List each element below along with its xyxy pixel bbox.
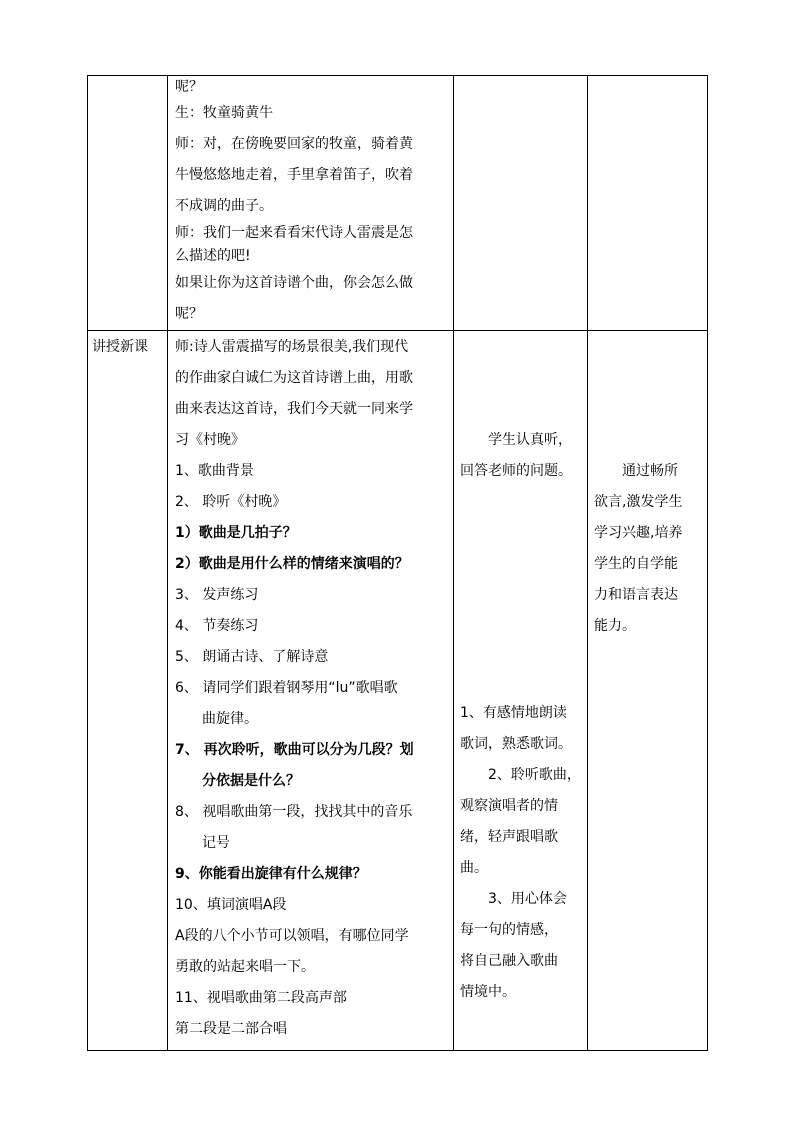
text-line: 回答老师的问题。 <box>460 463 572 479</box>
text-line: 不成调的曲子。 <box>175 198 273 214</box>
text-line: 第二段是二部合唱 <box>175 1021 287 1037</box>
text-line: 欲言,激发学生 <box>594 494 683 510</box>
text-line: 观察演唱者的情 <box>460 798 558 814</box>
text-line: 生：牧童骑黄牛 <box>175 105 273 121</box>
text-line: 11、视唱歌曲第二段高声部 <box>175 990 347 1006</box>
question-line: 9、你能看出旋律有什么规律？ <box>175 866 367 882</box>
student-activity-cell <box>454 76 588 331</box>
text-line: 每一句的情感， <box>460 922 558 938</box>
teacher-activity-cell <box>168 76 454 331</box>
text-line: 呢？ <box>175 306 203 322</box>
text-line: 2、聆听歌曲， <box>488 767 581 783</box>
text-line: 学生的自学能 <box>594 556 678 572</box>
text-line: 10、填词演唱A段 <box>175 897 287 913</box>
question-line: 分依据是什么？ <box>202 773 300 789</box>
text-line: 3、用心体会 <box>488 891 567 907</box>
text-line: 6、 请同学们跟着钢琴用“lu”歌唱歌 <box>175 680 398 696</box>
text-line: 勇敢的站起来唱一下。 <box>175 959 315 975</box>
text-line: 将自己融入歌曲 <box>460 953 558 969</box>
text-line: 力和语言表达 <box>594 587 678 603</box>
text-line: 能力。 <box>594 618 636 634</box>
text-line: 通过畅所 <box>622 463 678 479</box>
text-line: 歌词，熟悉歌词。 <box>460 736 572 752</box>
table-row <box>88 331 708 1051</box>
text-line: 牛慢悠悠地走着，手里拿着笛子，吹着 <box>175 167 413 183</box>
text-line: 习《村晚》 <box>175 432 245 448</box>
text-line: 么描述的吧! <box>175 248 251 264</box>
text-line: 学习兴趣,培养 <box>594 525 683 541</box>
question-line: 1）歌曲是几拍子？ <box>175 525 297 541</box>
text-line: 师:诗人雷震描写的场景很美,我们现代 <box>175 339 409 355</box>
text-line: 的作曲家白诚仁为这首诗谱上曲，用歌 <box>175 370 413 386</box>
text-line: 5、 朗诵古诗、了解诗意 <box>175 649 329 665</box>
text-line: 1、有感情地朗读 <box>460 705 567 721</box>
text-line: 记号 <box>202 835 230 851</box>
text-line: 4、 节奏练习 <box>175 618 259 634</box>
lesson-plan-table <box>87 75 708 1051</box>
text-line: 情境中。 <box>460 984 516 1000</box>
text-line: 学生认真听， <box>488 432 572 448</box>
text-line: A段的八个小节可以领唱，有哪位同学 <box>175 928 409 944</box>
text-line: 师：对，在傍晚要回家的牧童，骑着黄 <box>175 136 413 152</box>
stage-label: 讲授新课 <box>92 339 148 355</box>
text-line: 师：我们一起来看看宋代诗人雷震是怎 <box>175 225 413 241</box>
text-line: 2、 聆听《村晚》 <box>175 494 287 510</box>
design-intent-cell <box>588 331 708 1051</box>
table-row <box>88 76 708 331</box>
design-intent-cell <box>588 76 708 331</box>
text-line: 绪，轻声跟唱歌 <box>460 829 558 845</box>
student-activity-cell <box>454 331 588 1051</box>
text-line: 3、 发声练习 <box>175 587 259 603</box>
teacher-activity-cell <box>168 331 454 1051</box>
text-line: 8、 视唱歌曲第一段，找找其中的音乐 <box>175 804 413 820</box>
text-line: 曲来表达这首诗，我们今天就一同来学 <box>175 401 413 417</box>
stage-cell <box>88 76 168 331</box>
question-line: 7、 再次聆听，歌曲可以分为几段？划 <box>175 742 414 758</box>
question-line: 2）歌曲是用什么样的情绪来演唱的？ <box>175 556 409 572</box>
text-line: 曲旋律。 <box>202 711 258 727</box>
stage-cell <box>88 331 168 1051</box>
text-line: 1、歌曲背景 <box>175 463 254 479</box>
text-line: 曲。 <box>460 860 488 876</box>
text-line: 如果让你为这首诗谱个曲，你会怎么做 <box>175 275 413 291</box>
text-line: 呢？ <box>175 79 203 95</box>
